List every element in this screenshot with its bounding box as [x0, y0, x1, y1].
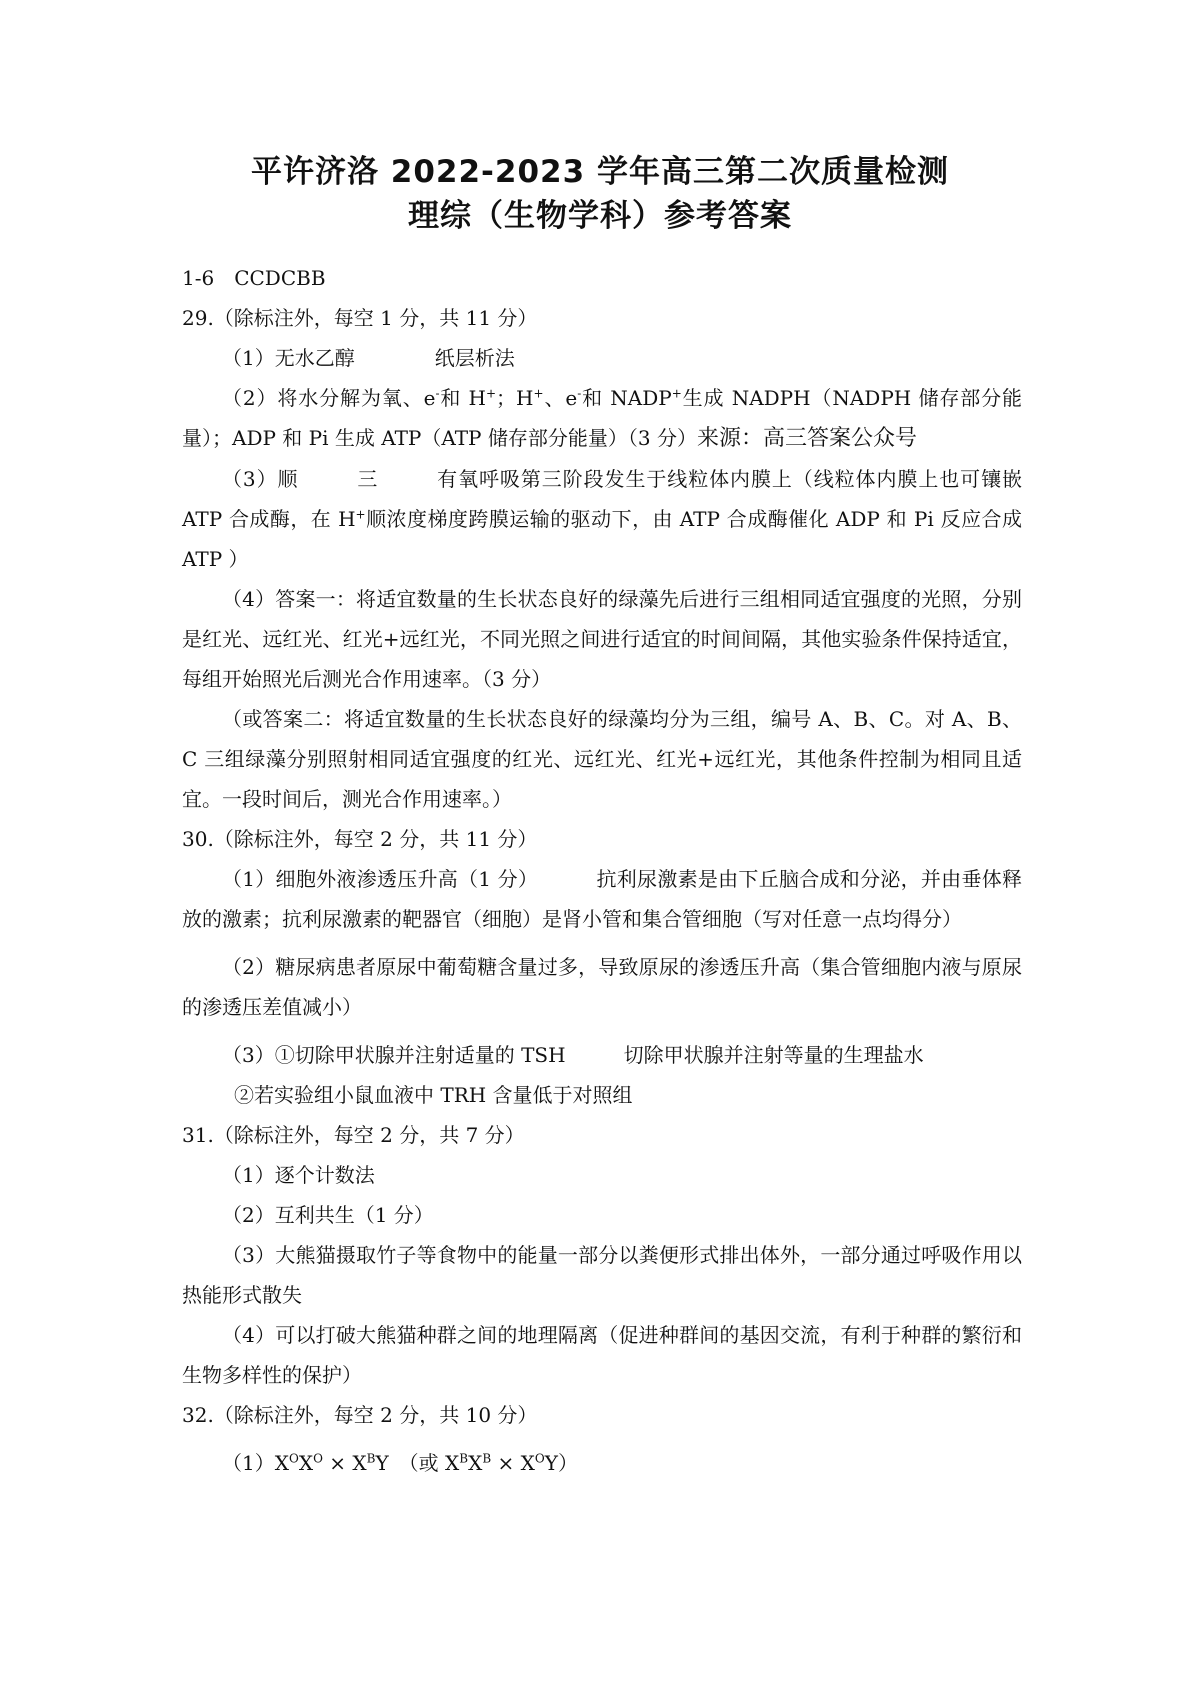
q31-heading: 31.（除标注外，每空 2 分，共 7 分） — [182, 1123, 525, 1147]
q30-answer-1: （1）细胞外液渗透压升高（1 分） 抗利尿激素是由下丘脑合成和分泌，并由垂体释放的激素；抗利尿激素的靶器官（细胞）是肾小管和集合管细胞（写对任意一点均得分） — [182, 867, 1023, 931]
q31-answer-1: （1）逐个计数法 — [222, 1163, 375, 1187]
q30-answer-2: （2）糖尿病患者原尿中葡萄糖含量过多，导致原尿的渗透压升高（集合管细胞内液与原尿的渗透压差值减小） — [182, 955, 1022, 1019]
q29-heading: 29.（除标注外，每空 1 分，共 11 分） — [182, 306, 538, 330]
page-title: 平许济洛 2022-2023 学年高三第二次质量检测 — [250, 154, 949, 190]
answer-content — [182, 258, 1022, 1483]
q29-answer-4-alt: （或答案二：将适宜数量的生长状态良好的绿藻均分为三组，编号 A、B、C。对 A、B、C 三组绿藻分别照射相同适宜强度的红光、远红光、红光+远红光，其他条件控制为相同且适宜。一段时间后，测光合作用速率。） — [182, 707, 1022, 811]
q32-answer-1: $(1)X^OX^O \times X^BY$ （或 $X^BX^B \times X^OY$） — [222, 1451, 578, 1475]
choice-answers: 1-6 CCDCBB — [182, 266, 326, 290]
q30-heading: 30.（除标注外，每空 2 分，共 11 分） — [182, 827, 538, 851]
q31-answer-3: （3）大熊猫摄取竹子等食物中的能量一部分以粪便形式排出体外，一部分通过呼吸作用以热能形式散失 — [182, 1243, 1022, 1307]
q29-answer-2: （2）将水分解为氧、e-和 H+；H+、e-和 NADP+生成 NADPH（NADPH 储存部分能量）；ADP 和 Pi 生成 ATP（ATP 储存部分能量）（3 分）来源：高三答案公众号 — [182, 386, 1023, 451]
q30-answer-3b: ②若实验组小鼠血液中 TRH 含量低于对照组 — [234, 1083, 633, 1107]
source-watermark: 来源：高三答案公众号 — [696, 426, 917, 451]
q29-answer-4: （4）答案一：将适宜数量的生长状态良好的绿藻先后进行三组相同适宜强度的光照，分别是红光、远红光、红光+远红光，不同光照之间进行适宜的时间间隔，其他实验条件保持适宜，每组开始照光后测光合作用速率。（3 分） — [182, 587, 1022, 691]
q29-answer-3: （3）顺 三 有氧呼吸第三阶段发生于线粒体内膜上（线粒体内膜上也可镶嵌 ATP 合成酶，在 H+顺浓度梯度跨膜运输的驱动下，由 ATP 合成酶催化 ADP 和 Pi 反应合成 ATP ） — [182, 467, 1022, 571]
q32-heading: 32.（除标注外，每空 2 分，共 10 分） — [182, 1403, 538, 1427]
q31-answer-2: （2）互利共生（1 分） — [222, 1203, 434, 1227]
page-subtitle: 理综（生物学科）参考答案 — [408, 198, 792, 234]
q30-answer-3: （3）①切除甲状腺并注射适量的 TSH 切除甲状腺并注射等量的生理盐水 — [222, 1043, 924, 1067]
q31-answer-4: （4）可以打破大熊猫种群之间的地理隔离（促进种群间的基因交流，有利于种群的繁衍和生物多样性的保护） — [182, 1323, 1022, 1387]
q29-answer-1: （1）无水乙醇 纸层析法 — [222, 346, 515, 370]
